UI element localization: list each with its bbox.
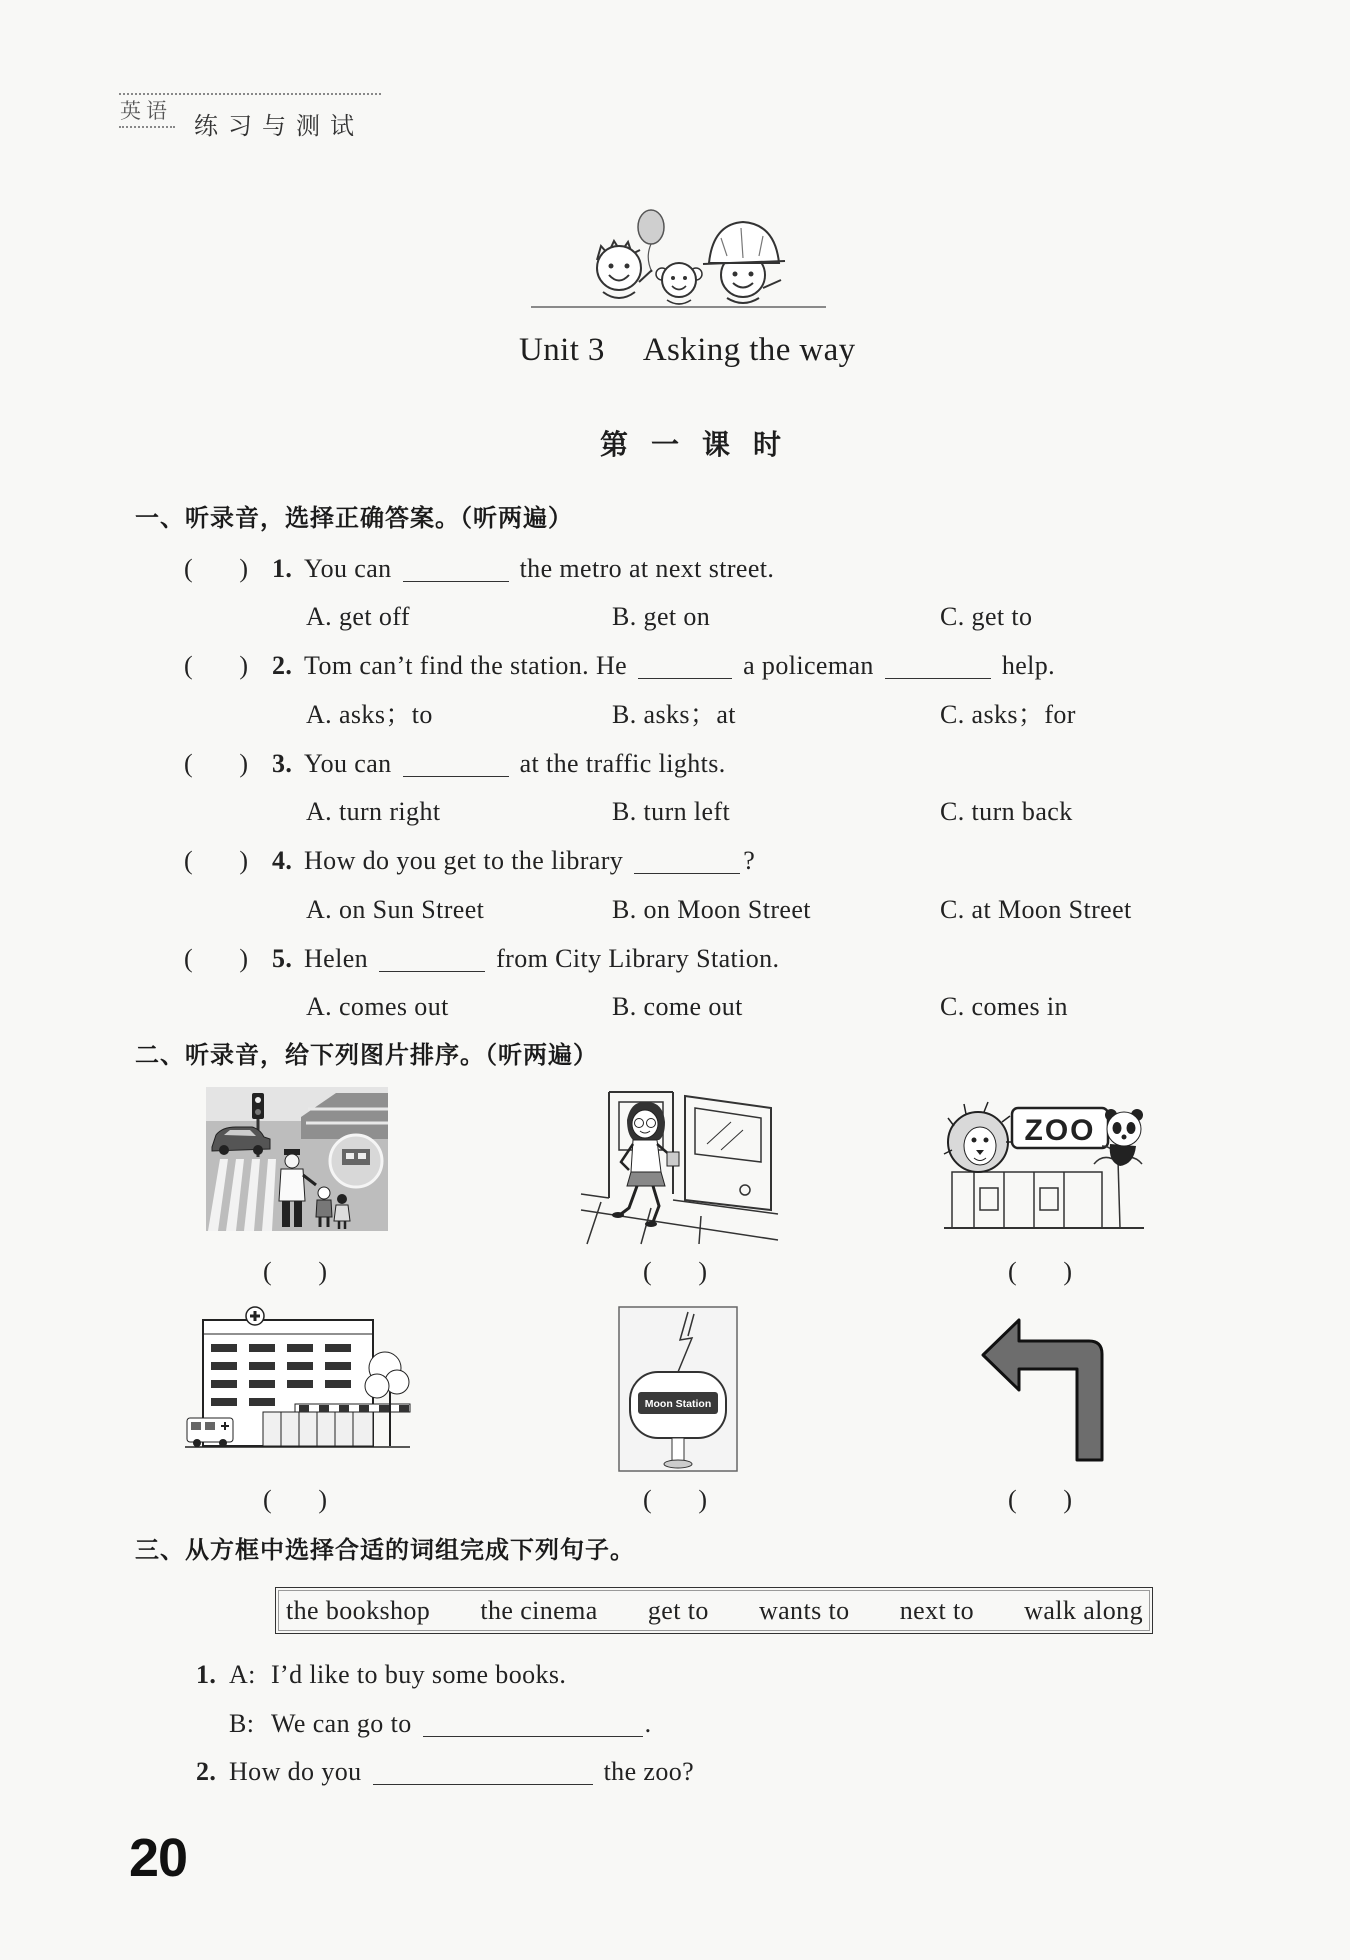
bracket-open: ( — [184, 944, 193, 973]
question-number: 4. — [272, 846, 293, 875]
answer-bracket — [184, 552, 248, 586]
item-number: 1. — [196, 1660, 217, 1689]
dialogue-text: I’d like to buy some books. — [271, 1660, 567, 1689]
turn-left-arrow-picture — [979, 1315, 1106, 1463]
bracket-close: ) — [698, 1485, 707, 1514]
option-a: A. on Sun Street — [306, 895, 485, 924]
option-a: A. get off — [306, 602, 410, 631]
answer-bracket — [184, 747, 248, 781]
answer-blank — [885, 659, 991, 679]
bracket-open: ( — [1008, 1485, 1017, 1514]
bracket-open: ( — [1008, 1257, 1017, 1286]
question-stem — [304, 649, 1055, 683]
hospital-cross-icon — [246, 1307, 264, 1325]
subject-label: 英语 — [120, 99, 172, 123]
stem-text: help. — [1001, 651, 1056, 680]
kid-with-hat — [703, 222, 785, 303]
zoo-sign — [1012, 1108, 1108, 1148]
subject-dotted-rule — [119, 126, 175, 128]
answer-blank — [373, 1765, 593, 1785]
girl-middle — [656, 263, 702, 304]
stem-text: . — [644, 1709, 652, 1738]
picture-answer-bracket — [643, 1255, 707, 1289]
question-number: 2. — [272, 651, 293, 680]
question-stem — [304, 844, 755, 878]
bracket-close: ) — [318, 1257, 327, 1286]
dialogue-text — [271, 1707, 652, 1741]
word-box-item: get to — [647, 1595, 709, 1625]
bracket-close: ) — [318, 1485, 327, 1514]
question-stem — [304, 747, 726, 781]
stem-text: How do you get to the library — [304, 846, 624, 875]
stem-text: a policeman — [743, 651, 874, 680]
section3-heading: 三、从方框中选择合适的词组完成下列句子。 — [135, 1538, 635, 1564]
bracket-open: ( — [184, 846, 193, 875]
lesson-heading: 第一课时 — [600, 430, 805, 461]
zoo-gate-picture — [944, 1100, 1144, 1231]
answer-blank — [379, 952, 485, 972]
option-b: B. asks；at — [612, 700, 736, 729]
word-box-item: walk along — [1024, 1595, 1143, 1625]
option-b: B. come out — [612, 992, 743, 1021]
question-stem — [304, 552, 774, 586]
girl-figure — [612, 1102, 679, 1227]
bracket-open: ( — [643, 1485, 652, 1514]
bracket-close: ) — [239, 944, 248, 973]
answer-bracket — [184, 942, 248, 976]
word-box-item: the cinema — [480, 1595, 598, 1625]
children-illustration — [531, 208, 826, 314]
answer-bracket — [184, 844, 248, 878]
metro-exit-picture — [581, 1090, 778, 1244]
bracket-close: ) — [1063, 1257, 1072, 1286]
option-a: A. turn right — [306, 797, 441, 826]
stem-text: ? — [743, 846, 756, 875]
street-crossing-picture — [206, 1087, 388, 1231]
platform-floor — [581, 1194, 778, 1244]
option-c: C. get to — [940, 602, 1033, 631]
bracket-open: ( — [263, 1257, 272, 1286]
stem-text: the zoo? — [603, 1757, 695, 1786]
section2-heading: 二、听录音，给下列图片排序。（听两遍） — [135, 1043, 598, 1069]
answer-blank — [403, 757, 509, 777]
turn-left-arrow-icon — [983, 1320, 1102, 1460]
zoo-building — [952, 1172, 1102, 1228]
bracket-close: ) — [239, 651, 248, 680]
bracket-open: ( — [263, 1485, 272, 1514]
lion-face — [944, 1102, 1014, 1172]
stem-text: from City Library Station. — [496, 944, 780, 973]
option-a: A. comes out — [306, 992, 449, 1021]
picture-answer-bracket — [263, 1255, 327, 1289]
picture-answer-bracket — [263, 1483, 327, 1517]
word-box-item: next to — [899, 1595, 974, 1625]
bracket-close: ) — [1063, 1485, 1072, 1514]
bracket-open: ( — [643, 1257, 652, 1286]
bracket-close: ) — [239, 846, 248, 875]
map-inset — [330, 1135, 382, 1187]
answer-blank — [423, 1717, 643, 1737]
answer-blank — [403, 562, 509, 582]
option-c: C. comes in — [940, 992, 1068, 1021]
option-b: B. turn left — [612, 797, 731, 826]
boy-left — [597, 241, 652, 298]
stem-text: You can — [304, 749, 392, 778]
word-box-item: the bookshop — [286, 1595, 431, 1625]
station-sign-label: Moon Station — [644, 1398, 712, 1410]
picture-answer-bracket — [643, 1483, 707, 1517]
hospital-picture — [185, 1306, 410, 1450]
balloon — [638, 210, 664, 272]
option-a: A. asks；to — [306, 700, 433, 729]
book-title: 练习与测试 — [194, 114, 364, 140]
page-number: 20 — [129, 1828, 188, 1888]
bracket-close: ) — [239, 554, 248, 583]
stem-text: Helen — [304, 944, 369, 973]
speaker-label: A: — [229, 1660, 256, 1689]
header-dotted-rule — [119, 93, 381, 95]
station-sign — [630, 1372, 726, 1438]
option-b: B. get on — [612, 602, 711, 631]
question-number: 3. — [272, 749, 293, 778]
bracket-close: ) — [239, 749, 248, 778]
stem-text: the metro at next street. — [519, 554, 775, 583]
stem-text: You can — [304, 554, 392, 583]
answer-blank — [634, 854, 740, 874]
unit-title — [519, 330, 856, 370]
section1-heading: 一、听录音，选择正确答案。（听两遍） — [135, 506, 573, 532]
question-number: 1. — [272, 554, 293, 583]
word-box — [275, 1587, 1153, 1634]
unit-number: Unit 3 — [519, 332, 605, 368]
option-c: C. at Moon Street — [940, 895, 1132, 924]
bracket-close: ) — [698, 1257, 707, 1286]
stem-text: Tom can’t find the station. He — [304, 651, 628, 680]
item-number: 2. — [196, 1757, 217, 1786]
option-c: C. asks；for — [940, 700, 1076, 729]
bracket-open: ( — [184, 554, 193, 583]
bracket-open: ( — [184, 749, 193, 778]
picture-answer-bracket — [1008, 1255, 1072, 1289]
answer-blank — [638, 659, 732, 679]
option-b: B. on Moon Street — [612, 895, 811, 924]
picture-answer-bracket — [1008, 1483, 1072, 1517]
stem-text: We can go to — [271, 1709, 412, 1738]
zoo-sign-label: ZOO — [1024, 1114, 1096, 1147]
question-number: 5. — [272, 944, 293, 973]
question-stem — [304, 942, 779, 976]
word-box-item: wants to — [758, 1595, 850, 1625]
unit-name: Asking the way — [642, 332, 856, 368]
bracket-open: ( — [184, 651, 193, 680]
moon-station-sign-picture — [618, 1306, 738, 1472]
stem-text: at the traffic lights. — [519, 749, 726, 778]
stem-text: How do you — [229, 1757, 362, 1786]
speaker-label: B: — [229, 1709, 255, 1738]
answer-bracket — [184, 649, 248, 683]
sign-base — [664, 1460, 692, 1468]
option-c: C. turn back — [940, 797, 1073, 826]
sentence-text — [229, 1755, 694, 1789]
